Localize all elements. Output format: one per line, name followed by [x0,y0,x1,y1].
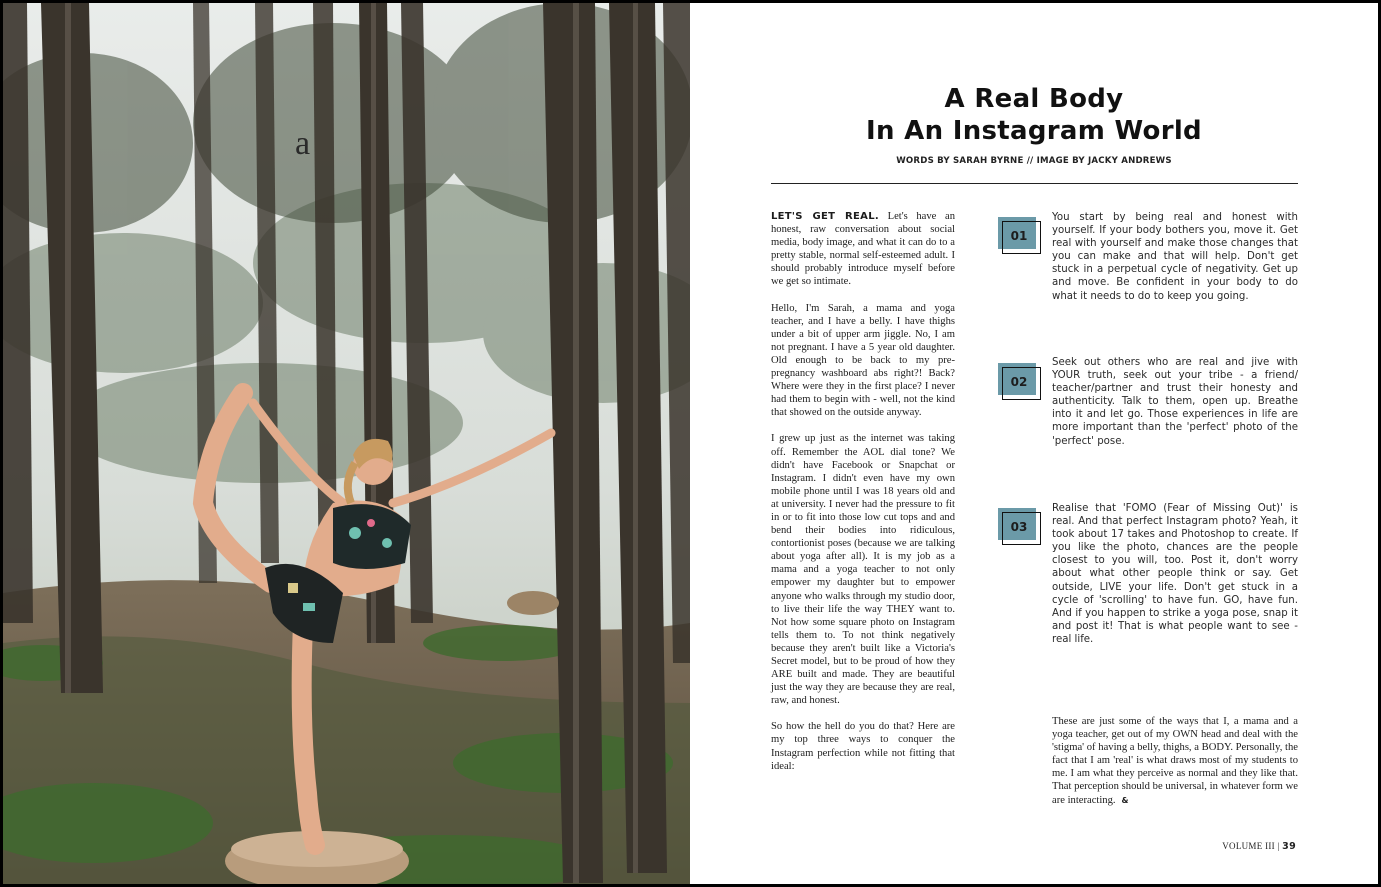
paragraph-intro [771,210,955,289]
title-divider [771,183,1298,184]
body-column [771,210,955,786]
lead-in: LET'S GET REAL. [771,211,879,222]
article-page [690,3,1378,884]
tip-01-text: You start by being real and honest with yourself. If your body bothers you, move it. Get real with yourself and make those changes that you can make and that will help. Don't get stuck in a perpetual cycle of negativity. Get up and move. Be confident in your body to do what it needs to do to keep you going. [1052,212,1298,302]
paragraph-4: So how the hell do you do that? Here are my top three ways to conquer the Instagram perfection while not fitting that ideal: [771,721,955,772]
paragraph-3: I grew up just as the internet was taking off. Remember the AOL dial tone? We didn't have Facebook or Snapchat or Instagram. I didn't even have my own mobile phone until I was 18 years old and at university. I never had the pressure to fit in or to fit into those low cut tops and and bend their bodies into ridiculous, contortionist poses (because we are talking about yoga after all). It is my job as a mama and a yoga teacher to not only empower my daughter but to empower anyone who walks through my studio door, to live their life the way THEY want to. Not how some square photo on Instagram tells them to. To not think negatively because they aren't built like a Victoria's Secret model, but to be proud of how they ARE built and made. They are beautiful just the way they are because they are real, raw, and honest. [771,433,955,707]
magazine-spread [3,3,1378,884]
page-folio [1222,841,1296,852]
number-badge-03 [998,508,1038,542]
number-label: 01 [1010,229,1028,243]
number-label: 02 [1010,375,1028,389]
closing-paragraph [1052,715,1298,807]
tip-02-text: Seek out others who are real and jive with YOUR truth, seek out your tribe - a friend/ teacher/partner and trust their honesty and authenticity. Talk to them, open up. Breathe into it and let go. Those experiences in life are more important than the 'perfect' photo of the 'perfect' pose. [1052,357,1298,447]
article-title [690,83,1378,147]
volume-label: VOLUME III | [1222,841,1280,851]
yoga-photo [3,3,690,884]
title-line-1: A Real Body [944,84,1124,114]
page-number: 39 [1282,841,1296,852]
title-line-2: In An Instagram World [866,116,1202,146]
byline: WORDS BY SARAH BYRNE // IMAGE BY JACKY ANDREWS [896,156,1172,166]
paragraph-2: Hello, I'm Sarah, a mama and yoga teacher, and I have a belly. I have thighs under a bit of upper arm jiggle. No, I am not pregnant. I have a 5 year old daughter. Old enough to be back to my pre-pregnancy washboard abs right?! Back? Where were they in the first place? I never had them to begin with - well, not the kind that showed on the outside anyway. [771,302,955,419]
closing-text: These are just some of the ways that I, a mama and a yoga teacher, get out of my OWN head and deal with the 'stigma' of having a belly, thighs, a BODY. Personally, the fact that I am 'real' is what draws most of my students to me. I am what they perceive as normal and they like that. That perception should be universal, in whatever form we are interacting. [1052,716,1298,806]
intro-text: Let's have an honest, raw conversation about social media, body image, and what it can do to a pretty stable, normal self-esteemed adult. I should probably introduce myself before we get so intimate. [771,211,955,288]
tip-03-text: Realise that 'FOMO (Fear of Missing Out)' is real. And that perfect Instagram photo? Yeah, it took about 17 takes and Photoshop to create. If you like the photo, chances are the people closest to you will, too. Post it, don't worry about what other people think or say. Get outside, LIVE your life. Don't get stuck in a cycle of 'scrolling' to have fun. GO, have fun. And if you happen to strike a yoga pose, snap it and post it! That is what people want to see - real life. [1052,503,1298,645]
end-mark: & [1121,795,1129,805]
forest-scene-illustration [3,3,690,884]
number-badge-02 [998,363,1038,397]
number-label: 03 [1010,520,1028,534]
number-badge-01 [998,217,1038,251]
decorative-letter: a [295,125,311,162]
